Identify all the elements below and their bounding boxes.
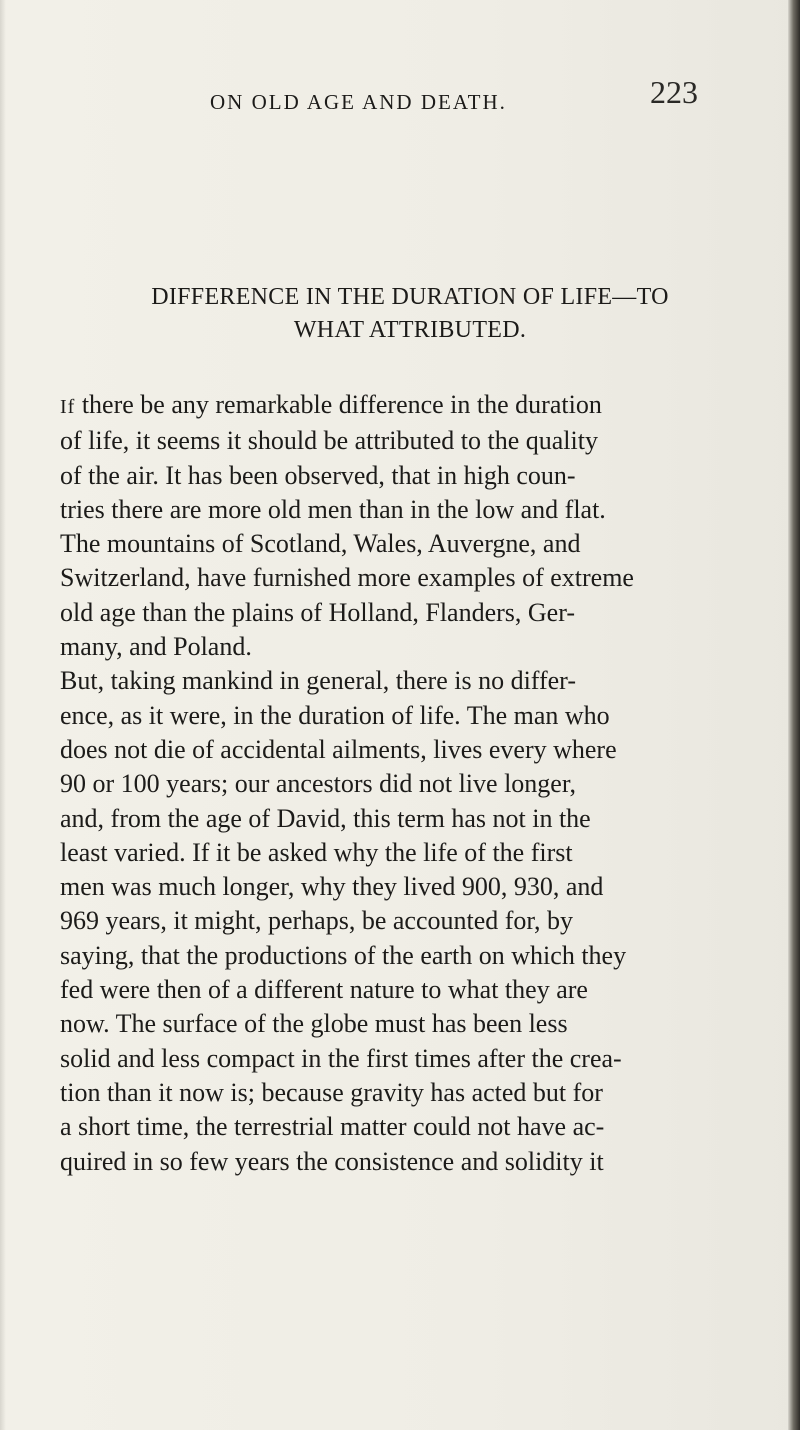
text-line: But, taking mankind in general, there is no differ- [60,666,576,696]
page-left-edge [0,0,6,1430]
text-line: quired in so few years the consistence and solidity it [60,1146,604,1176]
text-line: Switzerland, have furnished more examples of extreme [60,563,634,593]
text-line: saying, that the productions of the earth on which they [60,940,627,970]
text-line: many, and Poland. [60,632,252,662]
text-line: and, from the age of David, this term has not in the [60,803,591,833]
section-title [100,281,720,347]
page-binding-edge [788,0,800,1430]
section-title-line: DIFFERENCE IN THE DURATION OF LIFE—TO [151,284,669,310]
text-line-rest: there be any remarkable difference in the duration [75,390,602,419]
body-text [60,388,740,1179]
page-number: 223 [650,74,698,110]
text-line: men was much longer, why they lived 900, 930, and [60,872,604,902]
lead-word: If [60,396,76,418]
running-head: ON OLD AGE AND DEATH. [210,90,507,114]
text-line: a short time, the terrestrial matter could not have ac- [60,1112,605,1142]
text-line: 90 or 100 years; our ancestors did not live longer, [60,769,576,799]
text-line: does not die of accidental ailments, lives every where [60,734,617,764]
text-line: of the air. It has been observed, that in high coun- [60,460,576,490]
text-line: ence, as it were, in the duration of life. The man who [60,700,610,730]
text-line: least varied. If it be asked why the life of the first [60,837,573,867]
text-line: of life, it seems it should be attributed to the quality [60,426,598,456]
section-title-line: WHAT ATTRIBUTED. [293,317,527,343]
text-line: tion than it now is; because gravity has acted but for [60,1077,603,1107]
text-line: 969 years, it might, perhaps, be accounted for, by [60,906,574,936]
text-line: solid and less compact in the first times after the crea- [60,1043,622,1073]
text-line [60,388,740,424]
text-line: The mountains of Scotland, Wales, Auvergne, and [60,529,581,559]
text-line: fed were then of a different nature to what they are [60,975,588,1005]
text-line: now. The surface of the globe must has been less [60,1009,568,1039]
text-line: old age than the plains of Holland, Flanders, Ger- [60,597,576,627]
text-line: tries there are more old men than in the low and flat. [60,494,606,524]
